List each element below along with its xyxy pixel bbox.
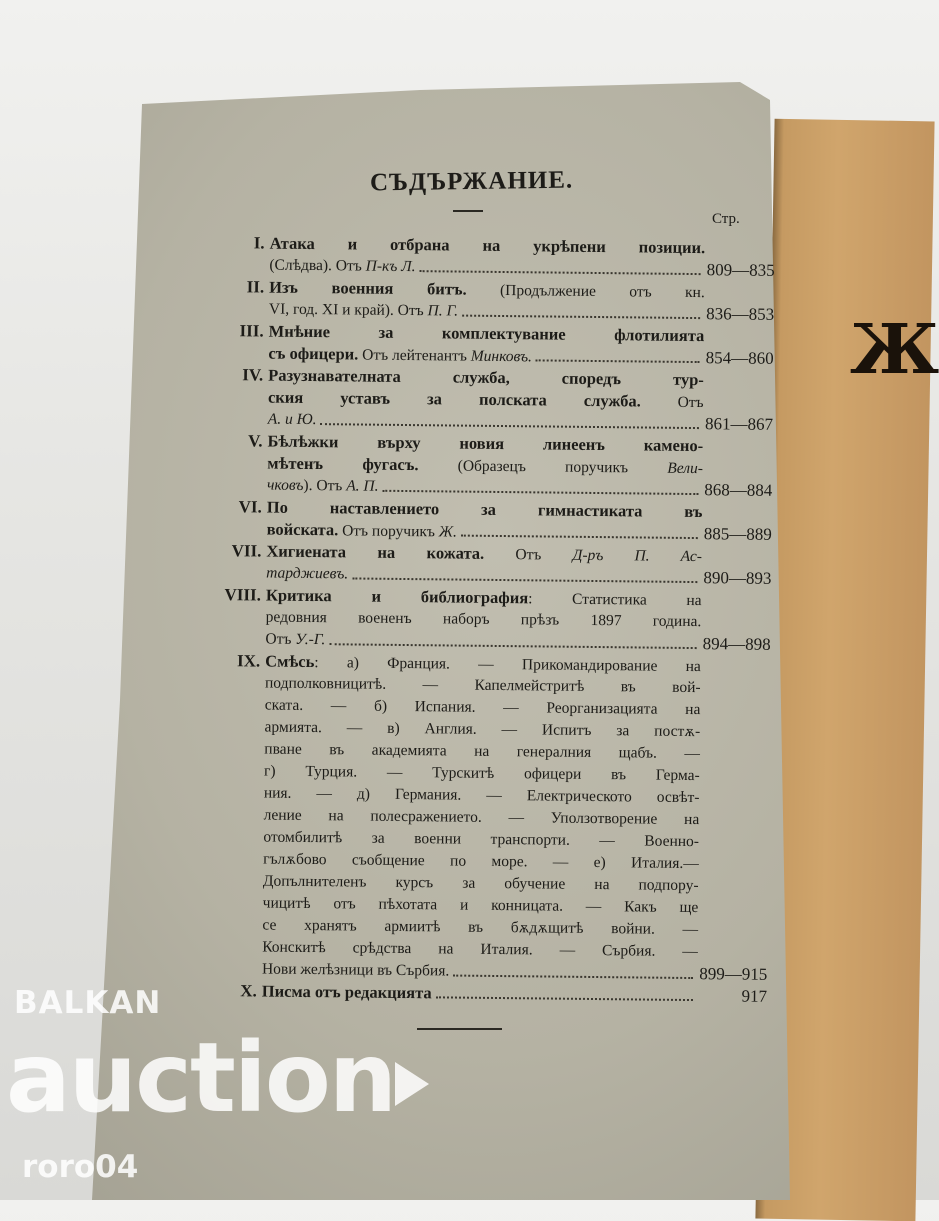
entry-number: III. xyxy=(239,321,264,341)
entry-line-text xyxy=(266,563,348,586)
entry-line-text xyxy=(262,917,698,939)
entry-heading: Критика и библиография xyxy=(265,585,529,608)
entry-author: чковъ xyxy=(266,476,304,494)
entry-detail: армията. — в) Англия. — Испитъ за постѫ- xyxy=(264,718,701,741)
entry-author: П-къ Л. xyxy=(365,257,416,276)
entry-line-text xyxy=(266,541,703,566)
entry-line-text xyxy=(263,873,699,895)
title-divider xyxy=(453,210,483,212)
entry-text xyxy=(262,981,698,1008)
entry-heading: Разузнавателната служба, споредъ тур- xyxy=(268,365,704,390)
entry-detail: Отъ поручикъ xyxy=(338,522,439,541)
entry-line-text xyxy=(264,807,700,829)
toc-entry xyxy=(211,584,772,656)
entry-number: IV. xyxy=(242,365,264,385)
entry-text xyxy=(269,277,705,326)
entry-line-text xyxy=(267,475,379,498)
entry-line-text xyxy=(263,851,699,873)
toc-entry xyxy=(214,276,774,326)
toc-entry xyxy=(213,364,774,436)
entry-text xyxy=(267,431,703,502)
entry-number: VIII. xyxy=(224,585,262,605)
dot-leader xyxy=(461,521,698,539)
end-divider xyxy=(417,1028,502,1030)
entry-number: IX. xyxy=(236,651,261,671)
entry-line-text xyxy=(269,299,458,323)
toc-entry xyxy=(211,540,771,590)
entry-line-text xyxy=(262,959,449,983)
entry-pages: 885—889 xyxy=(703,524,772,544)
entry-pages: 861—867 xyxy=(704,414,774,434)
entry-pages: 894—898 xyxy=(702,634,771,654)
entry-number: X. xyxy=(240,981,257,1001)
watermark-play-icon xyxy=(395,1062,429,1106)
entry-line-text xyxy=(262,981,432,1005)
entry-author: Д-ръ П. Ас- xyxy=(572,546,703,566)
pages-column-header: Стр. xyxy=(712,211,740,227)
toc-entry xyxy=(215,232,775,282)
entry-number: I. xyxy=(253,233,265,253)
watermark-brand-main: auction xyxy=(6,1022,396,1134)
entry-heading: Смѣсь xyxy=(265,651,315,672)
entry-line-text xyxy=(265,651,701,676)
entry-line-text xyxy=(267,519,458,543)
entry-heading: Атака и отбрана на укрѣпени позиции. xyxy=(269,233,706,258)
entry-detail: подполковницитѣ. — Капелмейстритѣ въ вой- xyxy=(264,674,701,697)
entry-pages: 890—893 xyxy=(703,568,772,588)
entry-text xyxy=(266,541,702,590)
entry-line-text xyxy=(269,255,415,279)
entry-line-text xyxy=(267,387,704,412)
entry-number: VII. xyxy=(231,541,262,561)
entry-heading: съ офицери. xyxy=(268,343,359,364)
entry-heading: Хигиената на кожата. xyxy=(266,541,485,563)
entry-line-text xyxy=(268,409,317,432)
entry-heading: По наставлението за гимнастиката въ xyxy=(266,497,703,522)
entry-detail: : а) Франция. — Прикомандирование на xyxy=(314,654,701,676)
entry-text xyxy=(268,321,704,370)
entry-line-text xyxy=(265,675,701,697)
toc-entry xyxy=(212,496,772,546)
entry-text xyxy=(265,585,701,656)
entry-line-text xyxy=(267,431,704,456)
entry-detail: ния. — д) Германия. — Електрическото освѣт- xyxy=(263,784,700,807)
entry-line-text xyxy=(265,585,702,610)
entry-author: Вели- xyxy=(667,459,704,478)
toc-entry xyxy=(207,650,770,986)
entry-line-text xyxy=(266,609,702,631)
entry-detail: г) Турция. — Турскитѣ офицери въ Герма- xyxy=(264,762,700,785)
entry-detail: (Продължение отъ кн. xyxy=(466,281,705,302)
entry-line-text xyxy=(264,719,700,741)
watermark-seller: roro04 xyxy=(22,1149,139,1185)
entry-line-text xyxy=(265,629,325,652)
entry-heading: ския уставъ за полската служба. xyxy=(267,387,641,411)
entry-line-text xyxy=(267,453,704,478)
entry-heading: Писма отъ редакцията xyxy=(261,981,432,1003)
entry-number: V. xyxy=(248,431,263,451)
page-title: СЪДЪРЖАНИЕ. xyxy=(369,166,574,197)
entry-line-text xyxy=(264,785,700,807)
dot-leader xyxy=(462,301,701,319)
toc-entry xyxy=(212,430,773,502)
entry-detail: Допълнителенъ курсъ за обучение на подпору- xyxy=(262,872,699,895)
entry-heading: войската. xyxy=(266,519,339,540)
dot-leader xyxy=(453,961,694,980)
entry-line xyxy=(262,981,698,1008)
entry-number: VI. xyxy=(238,497,262,517)
entry-line-text xyxy=(263,829,699,851)
entry-text xyxy=(262,651,701,986)
entry-detail: (Образецъ поручикъ xyxy=(418,457,668,477)
entry-line-text xyxy=(269,233,706,258)
entry-pages: 917 xyxy=(741,986,768,1006)
entry-detail: Отъ xyxy=(265,630,296,648)
table-of-contents xyxy=(207,232,775,1008)
entry-detail: (Слѣдва). Отъ xyxy=(269,256,366,275)
entry-heading: Изъ военния битъ. xyxy=(269,277,467,299)
entry-author: Минковъ. xyxy=(470,347,533,366)
watermark-brand-top: BALKAN xyxy=(14,985,162,1021)
entry-author: У.-Г. xyxy=(295,630,326,649)
entry-line-text xyxy=(264,741,700,763)
dot-leader xyxy=(382,476,698,495)
entry-detail: Отъ xyxy=(640,393,704,412)
dot-leader xyxy=(420,256,702,275)
entry-detail: Отъ xyxy=(484,545,573,564)
entry-author: тарджиевъ. xyxy=(266,564,349,583)
entry-author: П. Г. xyxy=(427,302,459,320)
entry-detail: чицитѣ отъ пѣхотата и конницата. — Какъ ще xyxy=(262,894,699,917)
entry-pages: 854—860 xyxy=(705,348,774,368)
entry-heading: Бѣлѣжки върху новия линеенъ камено- xyxy=(267,431,704,456)
entry-pages: 809—835 xyxy=(706,260,775,280)
entry-detail: Конскитѣ срѣдства на Италия. — Сърбия. — xyxy=(262,938,698,961)
entry-line-text xyxy=(268,343,532,368)
entry-heading: мѣтенъ фугасъ. xyxy=(267,453,419,475)
toc-entry xyxy=(214,320,774,370)
dot-leader xyxy=(329,629,697,649)
entry-pages: 836—853 xyxy=(706,304,775,324)
entry-line-text xyxy=(269,277,705,302)
entry-line-text xyxy=(265,697,701,719)
entry-line-text xyxy=(266,497,703,522)
entry-line-text xyxy=(262,939,698,961)
entry-detail: ската. — б) Испания. — Реорганизацията на xyxy=(264,696,701,719)
entry-author: А. П. xyxy=(346,477,379,495)
entry-author: Ж. xyxy=(438,523,458,541)
entry-detail: VI, год. XI и край). Отъ xyxy=(268,300,428,320)
entry-line-text xyxy=(268,365,704,390)
entry-line-text xyxy=(268,321,705,346)
entry-pages: 868—884 xyxy=(704,480,773,500)
entry-detail: редовния воененъ наборъ прѣзъ 1897 година. xyxy=(265,608,702,631)
entry-detail: отомбилитѣ за военни транспорти. — Военно- xyxy=(263,828,700,851)
dot-leader xyxy=(352,563,698,583)
entry-number: II. xyxy=(246,277,265,297)
entry-text xyxy=(268,365,704,436)
entry-detail: Отъ лейтенантъ xyxy=(358,346,471,365)
book-cover-glyph: Ж xyxy=(850,310,939,390)
entry-detail: ). Отъ xyxy=(303,476,347,495)
entry-heading: Мнѣние за комплектувание флотилията xyxy=(268,321,705,346)
entry-author: А. и Ю. xyxy=(267,410,317,429)
entry-pages: 899—915 xyxy=(699,964,768,984)
entry-detail: Нови желѣзници въ Сърбия. xyxy=(261,960,450,980)
entry-line-text xyxy=(264,763,700,785)
dot-leader xyxy=(436,982,694,1001)
entry-detail: : Статистика на xyxy=(528,590,702,610)
entry-text xyxy=(267,497,703,546)
entry-detail: ление на полесражението. — Уползотворение на xyxy=(263,806,700,829)
dot-leader xyxy=(320,409,699,429)
entry-detail: пване въ академията на генералния щабъ. — xyxy=(264,740,701,763)
entry-line-text xyxy=(263,895,699,917)
entry-text xyxy=(269,233,705,282)
dot-leader xyxy=(536,345,700,363)
entry-detail: се хранятъ армиитѣ въ бѫдѫщитѣ войни. — xyxy=(262,916,699,939)
entry-detail: гълѫбово съобщение по море. — е) Италия.— xyxy=(263,850,699,873)
